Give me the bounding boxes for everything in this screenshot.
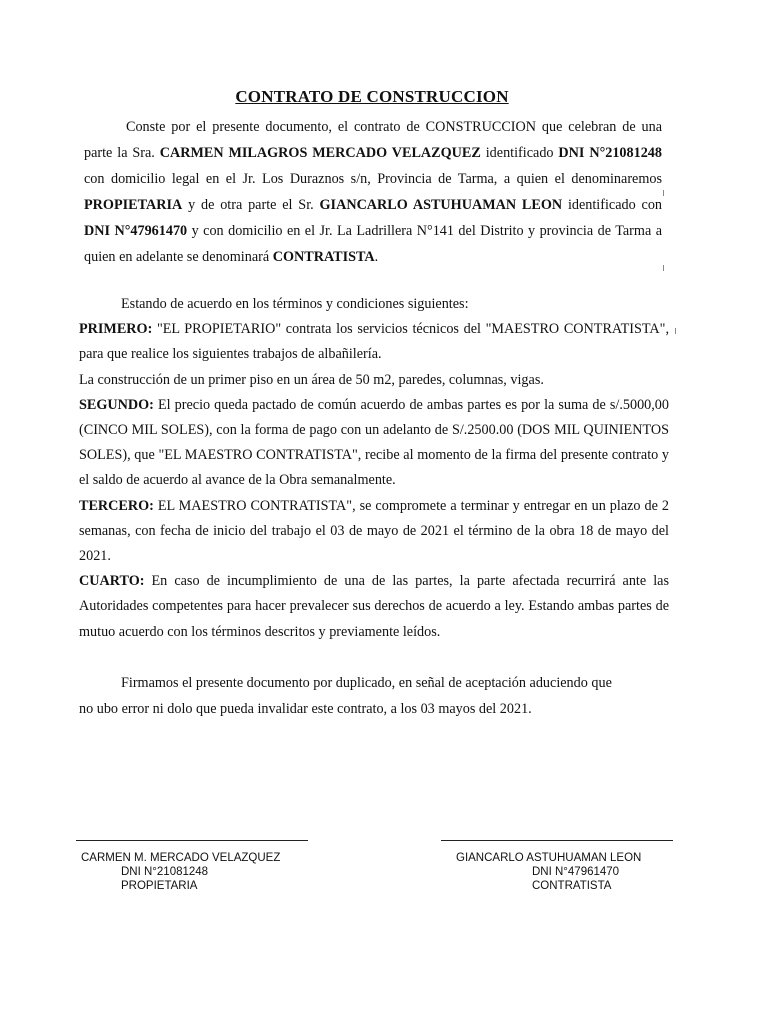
margin-mark xyxy=(663,190,664,196)
clause-tercero-label: TERCERO: xyxy=(79,497,154,514)
signer-left-name: CARMEN M. MERCADO VELAZQUEZ xyxy=(81,852,281,864)
intro-text-6: y con domicilio en el Jr. La Ladrillera N°141 del Distrito y provincia de Tarma a quien en adelante se denominará xyxy=(84,223,662,265)
owner-dni: DNI N°21081248 xyxy=(558,145,662,161)
closing-paragraph xyxy=(79,670,669,722)
intro-text-2: identificado xyxy=(480,145,559,161)
signer-left-role: PROPIETARIA xyxy=(121,880,198,892)
clause-primero-label: PRIMERO: xyxy=(79,321,153,338)
signer-right-role: CONTRATISTA xyxy=(532,880,612,892)
intro-paragraph xyxy=(84,114,662,270)
signature-line-right xyxy=(441,840,673,841)
intro-text-5: identificado con xyxy=(562,197,663,213)
clauses-section xyxy=(79,292,669,645)
signer-right-name: GIANCARLO ASTUHUAMAN LEON xyxy=(456,852,642,864)
clause-segundo xyxy=(79,393,669,494)
clause-segundo-text: El precio queda pactado de común acuerdo de ambas partes es por la suma de s/.5000,00 (CINCO MIL SOLES), con la forma de pago con un adelanto de S/.2500.00 (DOS MIL QUINIENTOS SOLES), que "EL MAESTRO CONTRATISTA", recibe al momento de la firma del presente contrato y el saldo de acuerdo al avance de la Obra semanalmente. xyxy=(79,396,669,489)
signature-line-left xyxy=(76,840,308,841)
contractor-dni: DNI N°47961470 xyxy=(84,223,188,239)
clause-tercero xyxy=(79,494,669,570)
intro-text-4: y de otra parte el Sr. xyxy=(182,197,320,213)
contractor-role: CONTRATISTA xyxy=(272,249,375,265)
signature-block-right xyxy=(456,851,641,893)
signature-block-left xyxy=(81,851,280,893)
clause-cuarto xyxy=(79,569,669,645)
agreement-intro: Estando de acuerdo en los términos y condiciones siguientes: xyxy=(121,296,469,312)
clause-segundo-label: SEGUNDO: xyxy=(79,396,154,413)
intro-text-7: . xyxy=(374,249,379,265)
contractor-name: GIANCARLO ASTUHUAMAN LEON xyxy=(319,197,563,213)
signer-left-dni: DNI N°21081248 xyxy=(121,866,209,878)
document-title: CONTRATO DE CONSTRUCCION xyxy=(235,87,509,106)
clause-cuarto-label: CUARTO: xyxy=(79,573,145,590)
margin-mark xyxy=(675,328,676,334)
clause-primero-detail: La construcción de un primer piso en un área de 50 m2, paredes, columnas, vigas. xyxy=(79,371,544,388)
clause-primero-text: "EL PROPIETARIO" contrata los servicios técnicos del "MAESTRO CONTRATISTA", para que realice los siguientes trabajos de albañilería. xyxy=(79,321,669,363)
owner-role: PROPIETARIA xyxy=(84,197,183,213)
margin-mark xyxy=(663,265,664,271)
intro-text-3: con domicilio legal en el Jr. Los Duraznos s/n, Provincia de Tarma, a quien el denominaremos xyxy=(84,171,662,187)
intro-text-1: Conste por el presente documento, el contrato de CONSTRUCCION que celebran de una parte la Sra. xyxy=(84,119,662,161)
clause-tercero-text: EL MAESTRO CONTRATISTA", se compromete a terminar y entregar en un plazo de 2 semanas, con fecha de inicio del trabajo el 03 de mayo de 2021 el término de la obra 18 de mayo del 2021. xyxy=(79,497,669,565)
owner-name: CARMEN MILAGROS MERCADO VELAZQUEZ xyxy=(159,145,481,161)
clause-primero xyxy=(79,317,669,367)
signer-right-dni: DNI N°47961470 xyxy=(532,866,620,878)
closing-line-1: Firmamos el presente documento por duplicado, en señal de aceptación aduciendo que xyxy=(121,675,612,691)
clause-cuarto-text: En caso de incumplimiento de una de las partes, la parte afectada recurrirá ante las Autoridades competentes para hacer prevalecer sus derechos de acuerdo a ley. Estando ambas partes de mutuo acuerdo con los términos descritos y previamente leídos. xyxy=(79,573,669,640)
closing-line-2: no ubo error ni dolo que pueda invalidar este contrato, a los 03 mayos del 2021. xyxy=(79,701,532,717)
